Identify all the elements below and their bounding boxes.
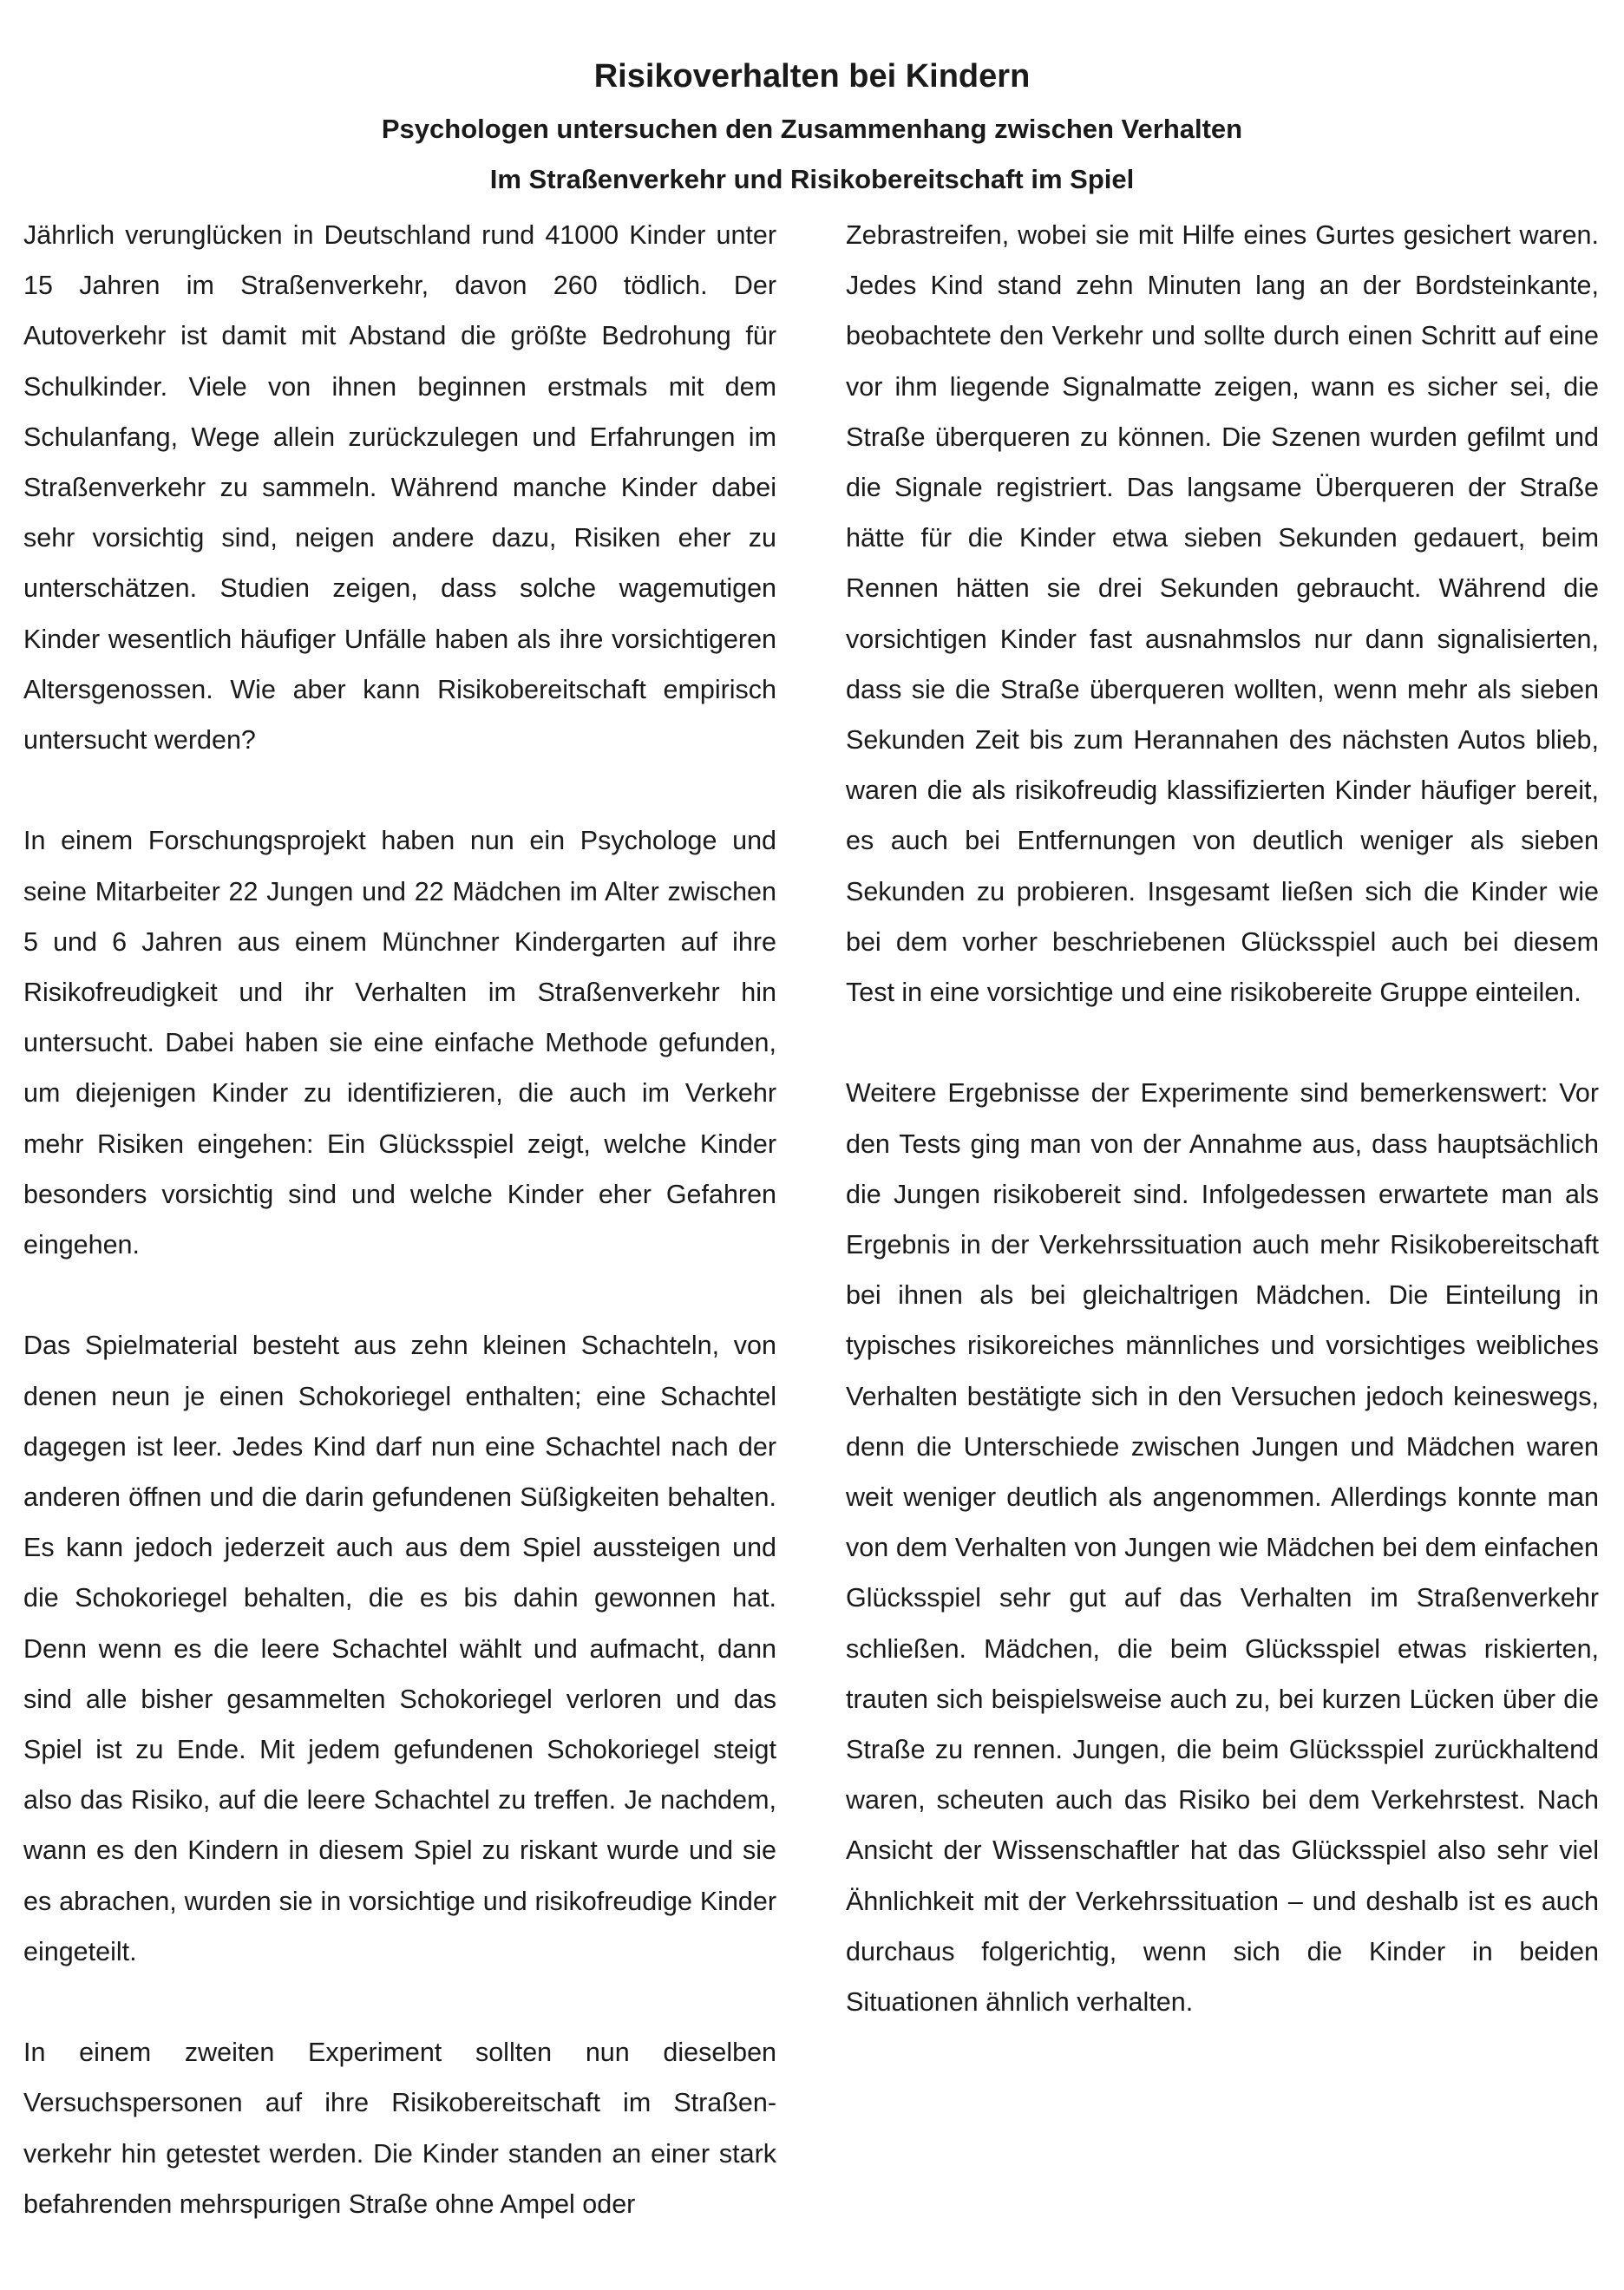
paragraph-gap	[23, 1977, 776, 2027]
paragraph-gap	[846, 1017, 1599, 1068]
article-subtitle-line-2: Im Straßenverkehr und Risikobereitschaft im Spiel	[489, 164, 1135, 194]
paragraph-gap	[23, 765, 776, 815]
right-column	[846, 210, 1599, 2027]
article-subtitle-line-1: Psychologen untersuchen den Zusammenhang zwischen Verhalten	[381, 114, 1243, 144]
paragraph-second-experiment: In einem zweiten Experiment sollten nun dieselben Versuchspersonen auf ihre Risikobereitschaft im Straßenverkehr hin getestet werden. Die Kinder standen an einer stark befahrenden mehrspurigen Straße ohne Ampel oder	[23, 2038, 776, 2219]
paragraph-intro: Jährlich verunglücken in Deutschland rund 41000 Kinder unter 15 Jahren im Straßenverkehr, davon 260 tödlich. Der Autoverkehr ist damit mit Abstand die größte Bedrohung für Schulkinder. Viele von ihnen beginnen erstmals mit dem Schulanfang, Wege allein zurückzulegen und Erfahrungen im Straßenverkehr zu sammeln. Während manche Kinder dabei sehr vorsichtig sind, neigen andere dazu, Risiken eher zu unterschätzen. Studien zeigen, dass solche wagemutigen Kinder wesentlich häufiger Unfälle haben als ihre vorsichtigeren Altersgenossen. Wie aber kann Risikobereitschaft empirisch untersucht werden?	[23, 220, 776, 756]
article-title: Risikoverhalten bei Kindern	[593, 58, 1031, 95]
left-column	[23, 210, 776, 2229]
paragraph-game-material: Das Spielmaterial besteht aus zehn kleinen Schachteln, von denen neun je einen Schokoriegel enthalten; eine Schachtel dagegen ist leer. Jedes Kind darf nun eine Schachtel nach der anderen öffnen und die darin gefundenen Süßigkeiten behalten. Es kann jedoch jederzeit auch aus dem Spiel aussteigen und die Schokoriegel behalten, die es bis dahin gewonnen hat. Denn wenn es die leere Schachtel wählt und aufmacht, dann sind alle bisher gesammelten Schokoriegel verloren und das Spiel ist zu Ende. Mit jedem gefundenen Schokoriegel steigt also das Risiko, auf die leere Schachtel zu treffen. Je nachdem, wann es den Kindern in diesem Spiel zu riskant wurde und sie es abrachen, wurden sie in vorsichtige und risikofreudige Kinder eingeteilt.	[23, 1331, 776, 1966]
paragraph-further-results: Weitere Ergebnisse der Experimente sind bemerkenswert: Vor den Tests ging man von der Annahme aus, dass hauptsächlich die Jungen risikobereit sind. Infolgedessen erwartete man als Ergebnis in der Verkehrssituation auch mehr Risikobereitschaft bei ihnen als bei gleichaltrigen Mädchen. Die Einteilung in typisches risikoreiches männliches und vorsichtiges weibliches Verhalten bestätigte sich in den Versuchen jedoch keineswegs, denn die Unterschiede zwischen Jungen und Mädchen waren weit weniger deutlich als angenommen. Allerdings konnte man von dem Verhalten von Jungen wie Mädchen bei dem einfachen Glücksspiel sehr gut auf das Verhalten im Straßenverkehr schließen. Mädchen, die beim Glücksspiel etwas riskierten, trauten sich beispielsweise auch zu, bei kurzen Lücken über die Straße zu rennen. Jungen, die beim Glücksspiel zurückhaltend waren, scheuten auch das Risiko bei dem Verkehrstest. Nach Ansicht der Wissenschaftler hat das Glücksspiel also sehr viel Ähnlichkeit mit der Verkehrssituation – und deshalb ist es auch durchaus folgerichtig, wenn sich die Kinder in beiden Situationen ähnlich verhalten.	[846, 1078, 1599, 2018]
paragraph-gap	[23, 1270, 776, 1320]
paragraph-research-project: In einem Forschungsprojekt haben nun ein Psychologe und seine Mitarbeiter 22 Jungen und 22 Mädchen im Alter zwischen 5 und 6 Jahren aus einem Münchner Kindergarten auf ihre Risikofreudigkeit und ihr Verhalten im Straßenverkehr hin untersucht. Dabei haben sie eine einfache Methode gefunden, um diejenigen Kinder zu identifizieren, die auch im Verkehr mehr Risiken eingehen: Ein Glücksspiel zeigt, welche Kinder besonders vorsichtig sind und welche Kinder eher Gefahren eingehen.	[23, 826, 776, 1260]
paragraph-traffic-test: Zebrastreifen, wobei sie mit Hilfe eines Gurtes gesichert waren. Jedes Kind stand zehn Minuten lang an der Bordsteinkante, beobachtete den Verkehr und sollte durch einen Schritt auf eine vor ihm liegende Signalmatte zeigen, wann es sicher sei, die Straße überqueren zu können. Die Szenen wurden gefilmt und die Signale registriert. Das langsame Überqueren der Straße hätte für die Kinder etwa sieben Sekunden gedauert, beim Rennen hätten sie drei Sekunden gebraucht. Während die vorsichtigen Kinder fast ausnahmslos nur dann signalisierten, dass sie die Straße überqueren wollten, wenn mehr als sieben Sekunden Zeit bis zum Herannahen des nächsten Autos blieb, waren die als risikofreudig klassifizierten Kinder häufiger bereit, es auch bei Entfernungen von deutlich weniger als sieben Sekunden zu probieren. Insgesamt ließen sich die Kinder wie bei dem vorher beschriebenen Glücksspiel auch bei diesem Test in eine vorsichtige und eine risikobereite Gruppe einteilen.	[846, 220, 1599, 1008]
